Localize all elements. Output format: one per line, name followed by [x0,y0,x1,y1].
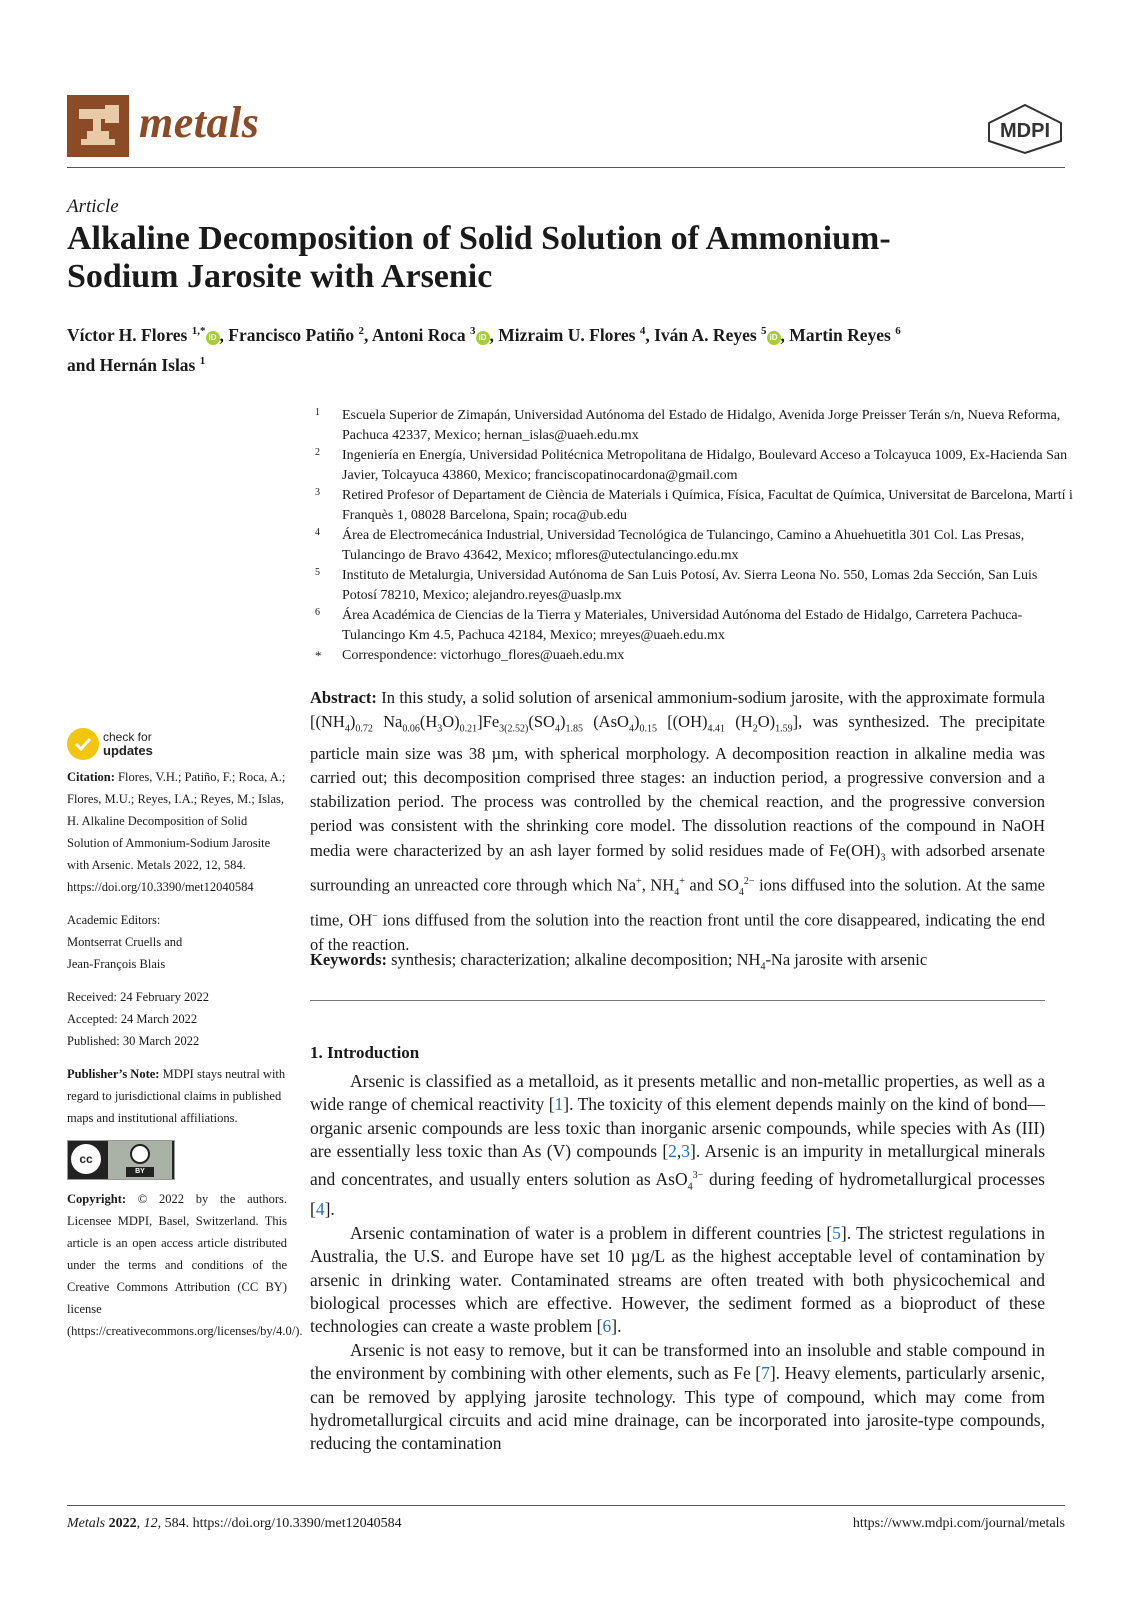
copyright-text: © 2022 by the authors. Licensee MDPI, Basel, Switzerland. This article is an open access article distributed under the terms and conditions of the Creative Commons Attribution (CC BY) license (https://creativecommons.org/licenses/by/4.0/). [67,1192,303,1338]
author-affiliation-number: 4 [639,325,646,337]
affiliation-number: 4 [315,527,320,538]
footer-doi[interactable]: , 584. https://doi.org/10.3390/met12040584 [157,1516,402,1531]
abstract-sub: 0.15 [639,723,657,735]
abstract-text: (AsO [582,712,629,732]
keywords [310,950,1045,972]
author-separator: , [780,324,790,345]
citation-link[interactable]: 1 [554,1094,564,1115]
abstract-text: with adsorbed arsenate surrounding an unreacted core through which Na [310,840,1045,895]
footer-journal: Metals [67,1516,106,1531]
citation-link[interactable]: 4 [315,1199,325,1220]
para-text: during feeding of hydrometallurgical processes [ [310,1168,1045,1220]
cc-license-badge[interactable] [67,1140,175,1180]
citation-link[interactable]: 6 [602,1316,612,1337]
check-updates-line2: updates [103,743,153,758]
affiliation-item [315,406,1075,446]
footer-citation: Metals 2022, 12, 584. https://doi.org/10.3390/met12040584 [67,1516,402,1531]
affiliation-item [315,526,1075,566]
author-name[interactable]: Víctor H. Flores [67,324,188,345]
abstract-text: O) [757,712,776,732]
abstract-sup: + [679,876,685,888]
abstract-text: ) [633,712,640,732]
publisher-name: MDPI [1000,120,1050,142]
abstract-text: Na [372,712,403,732]
affiliation-text: Retired Profesor of Departament de Ciència de Materials i Química, Física, Facultat de Química, Universitat de Barcelona, Martí i Franquès 1, 08028 Barcelona, Spain; roca@ub.edu [342,488,1073,523]
abstract-sub: 4.41 [707,723,726,735]
para-text: Arsenic is classified as a metalloid, as it presents metallic and non-metallic properties, as well as a wide range of chemical reactivity [ [310,1071,1045,1115]
para-text: Arsenic contamination of water is a problem in different countries [ [350,1222,833,1243]
para-text: , [676,1141,682,1162]
keywords-label: Keywords: [310,950,387,969]
affiliation-list [315,406,1075,666]
author-affiliation-number: 5 [761,325,767,337]
affiliation-text: Área Académica de Ciencias de la Tierra y Materiales, Universidad Autónoma del Estado de Hidalgo, Carretera Pachuca-Tulancingo Km 4.5, Pachuca 42184, Mexico; mreyes@uaeh.edu.mx [342,608,1023,643]
affiliation-number: 1 [315,407,320,418]
accepted-date: Accepted: 24 March 2022 [67,1012,198,1026]
article-type: Article [67,196,119,217]
citation-link[interactable]: 5 [832,1222,841,1243]
abstract-sub: 3 [437,723,443,735]
abstract-text: (SO [528,712,555,732]
affiliation-item [315,446,1075,486]
abstract-sub: 0.21 [459,723,478,735]
abstract-sub: 4 [344,723,350,735]
orcid-icon[interactable]: iD [767,331,781,345]
author-name[interactable]: Antoni Roca [371,324,466,345]
abstract-sup: 2− [743,876,755,888]
affiliation-text: Ingeniería en Energía, Universidad Politécnica Metropolitana de Hidalgo, Boulevard Acceso a Tolcayuca 1009, Ex-Hacienda San Javier, Tolcayuca 43860, Mexico; franciscopatinocardona@gmail.com [342,448,1068,483]
abstract-sup: + [636,876,642,888]
author-affiliation-number: 3 [470,325,476,337]
copyright-block [67,1188,303,1342]
article-title: Alkaline Decomposition of Solid Solution of Ammonium-Sodium Jarosite with Arsenic [67,220,891,295]
author-name[interactable]: Iván A. Reyes [654,324,757,345]
citation-label: Citation: [67,770,115,784]
affiliation-number: 6 [315,607,320,618]
author-name[interactable]: Mizraim U. Flores [498,324,636,345]
orcid-icon[interactable]: iD [206,331,220,345]
author-affiliation-number: 1,* [191,325,206,337]
abstract-text: In this study, a solid solution of arsenical ammonium-sodium jarosite, with the approximate formula [(NH [310,688,1046,732]
abstract-label: Abstract: [310,688,377,707]
abstract-text: [(OH) [656,712,708,732]
para-text: ]. Arsenic is an impurity in metallurgical minerals and concentrates, and usually enters solution as AsO [310,1141,1045,1189]
publisher-note-label: Publisher’s Note: [67,1067,160,1081]
author-separator: , [489,324,499,345]
author-list [67,318,1057,378]
affiliation-item [315,566,1075,606]
author-separator: , [364,324,372,345]
author-separator: , [645,324,655,345]
academic-editors [67,909,287,975]
abstract-text: ions diffused into the solution. At the same time, OH [310,875,1045,930]
copyright-label: Copyright: [67,1192,127,1206]
para-text: ]. Heavy elements, particularly arsenic, can be removed by applying jarosite technology. This type of compound, which may come from hydrometallurgical circuits and acid mine drainage, can be incorporated into jarosite-type compounds, reducing the contamination [310,1363,1046,1454]
editors-label: Academic Editors: [67,913,161,927]
author-name[interactable]: Francisco Patiño [228,324,355,345]
abstract-sub: 3(2.52) [499,723,529,735]
abstract-sub: 2 [752,723,758,735]
abstract-sub: 4 [674,886,680,898]
publisher-note-text: MDPI stays neutral with regard to jurisdictional claims in published maps and institutional affiliations. [67,1067,286,1125]
journal-logo-icon [67,95,129,157]
published-date: Published: 30 March 2022 [67,1034,200,1048]
editor-line-2: Jean-François Blais [67,957,166,971]
affiliation-item [315,646,1075,666]
affiliation-number: 5 [315,567,320,578]
para-sub: 4 [687,1180,693,1192]
author-name[interactable]: and Hernán Islas [67,354,196,375]
received-date: Received: 24 February 2022 [67,990,209,1004]
paragraph [310,1339,1045,1456]
cc-by-label: BY [126,1167,154,1177]
citation-link[interactable]: 7 [761,1363,770,1384]
affiliation-text: Correspondence: victorhugo_flores@uaeh.edu.mx [342,648,625,663]
section-body [310,1070,1045,1456]
para-text: ]. [324,1199,335,1220]
editor-line-1: Montserrat Cruells and [67,935,183,949]
paragraph [310,1222,1045,1339]
para-sup: 3− [692,1169,704,1181]
affiliation-text: Instituto de Metalurgia, Universidad Autónoma de San Luis Potosí, Av. Sierra Leona No. 550, Lomas 2da Sección, San Luis Potosí 78210, Mexico; alejandro.reyes@uaslp.mx [342,568,1038,603]
para-text: Arsenic is not easy to remove, but it can be transformed into an insoluble and stable compound in the environment by combining with other elements, such as Fe [ [310,1339,1045,1384]
journal-name: metals [139,98,260,147]
abstract-text: (H [419,712,438,732]
abstract-sub: 0.72 [355,723,373,735]
abstract-text: O) [442,712,460,732]
footer-volume: 12 [143,1516,158,1531]
citation-text: Flores, V.H.; Patiño, F.; Roca, A.; Flores, M.U.; Reyes, I.A.; Reyes, M.; Islas, H. Alkaline Decomposition of Solid Solution of Ammonium-Sodium Jarosite with Arsenic. Metals 2022, 12, 584. https://doi.org/10.3390/met12040584 [67,770,286,894]
abstract-text: and SO [684,875,739,895]
check-for-updates-button[interactable] [67,728,287,764]
citation-block [67,766,287,898]
abstract-sub: 4 [554,723,560,735]
affiliation-item [315,606,1075,646]
para-text: ]. [611,1316,622,1337]
abstract-text: (H [725,712,753,732]
paragraph [310,1070,1045,1222]
abstract-sub: 1.59 [775,723,793,735]
author-affiliation-number: 2 [358,325,365,337]
abstract-text: ) [559,712,566,732]
author-affiliation-number: 1 [199,354,206,367]
attribution-person-icon [130,1144,150,1164]
abstract-text: , NH [641,875,675,895]
abstract [310,686,1045,957]
abstract-sub: 4 [628,723,634,735]
author-affiliation-number: 6 [895,325,901,337]
affiliation-number: * [315,648,322,663]
affiliation-number: 3 [315,487,320,498]
header-divider [67,167,1065,168]
abstract-sub: 1.85 [565,723,583,735]
affiliation-item [315,486,1075,526]
footer-year: 2022 [108,1516,137,1531]
footer-divider [67,1505,1065,1506]
abstract-sub: 0.06 [402,723,420,735]
journal-header [67,95,1065,158]
para-text: ]. The toxicity of this element depends mainly on the kind of bond—organic arsenic compounds are less toxic than inorganic arsenic compounds, while species with As (III) are essentially less toxic than As (V) compounds [ [310,1094,1045,1162]
section-heading: 1. Introduction [310,1043,420,1062]
affiliation-number: 2 [315,447,320,458]
author-separator: , [219,324,229,345]
abstract-sub: 4 [738,886,744,898]
check-updates-line1: check for [103,730,152,744]
abstract-sub: 3 [880,851,886,863]
publication-dates [67,986,287,1052]
affiliation-text: Área de Electromecánica Industrial, Universidad Tecnológica de Tulancingo, Camino a Ahuehuetitla 301 Col. Las Presas, Tulancingo de Bravo 43642, Mexico; mflores@utectulancingo.edu.mx [342,528,1025,563]
cc-icon: cc [71,1144,101,1174]
check-updates-icon [67,728,99,760]
footer-journal-url[interactable]: https://www.mdpi.com/journal/metals [852,1516,1065,1531]
article-sidebar [67,728,303,1342]
keywords-text: synthesis; characterization; alkaline decomposition; NH [391,950,761,969]
keywords-text: -Na jarosite with arsenic [765,950,928,969]
affiliation-text: Escuela Superior de Zimapán, Universidad Autónoma del Estado de Hidalgo, Avenida Jorge Preisser Terán s/n, Nueva Reforma, Pachuca 42337, Mexico; hernan_islas@uaeh.edu.mx [342,408,1061,443]
citation-link[interactable]: 2 [668,1141,677,1162]
abstract-text: ], was synthesized. The precipitate particle main size was 38 µm, with spherical morphology. A decomposition reaction in alkaline media was carried out; this decomposition comprised three stages: an induction period, a progressive conversion and a stabilization period. The process was controlled by the chemical reaction, and the progressive conversion period was consistent with the shrinking core model. The dissolution reactions of the compound in NaOH media were characterized by an ash layer formed by solid residues made of Fe(OH) [310,712,1045,860]
abstract-sup: − [372,911,378,923]
keywords-sub: 4 [760,961,766,973]
abstract-text: ions diffused from the solution into the reaction front until the core disappeared, indicating the end of the reaction. [310,910,1045,954]
abstract-divider [310,1000,1045,1001]
abstract-text: ) [349,712,356,732]
citation-link[interactable]: 3 [681,1141,691,1162]
orcid-icon[interactable]: iD [476,331,490,345]
author-name[interactable]: Martin Reyes [789,324,891,345]
publisher-note [67,1063,287,1129]
mdpi-logo-icon [985,103,1065,155]
abstract-text: ]Fe [477,712,500,732]
para-text: ]. The strictest regulations in Australia, the U.S. and Europe have set 10 µg/L as the highest acceptable level of contamination by arsenic in drinking water. Contaminated streams are often treated with both physicochemical and biological processes which are effective. However, the sediment formed as a bioproduct of these technologies can create a waste problem [ [310,1222,1045,1337]
